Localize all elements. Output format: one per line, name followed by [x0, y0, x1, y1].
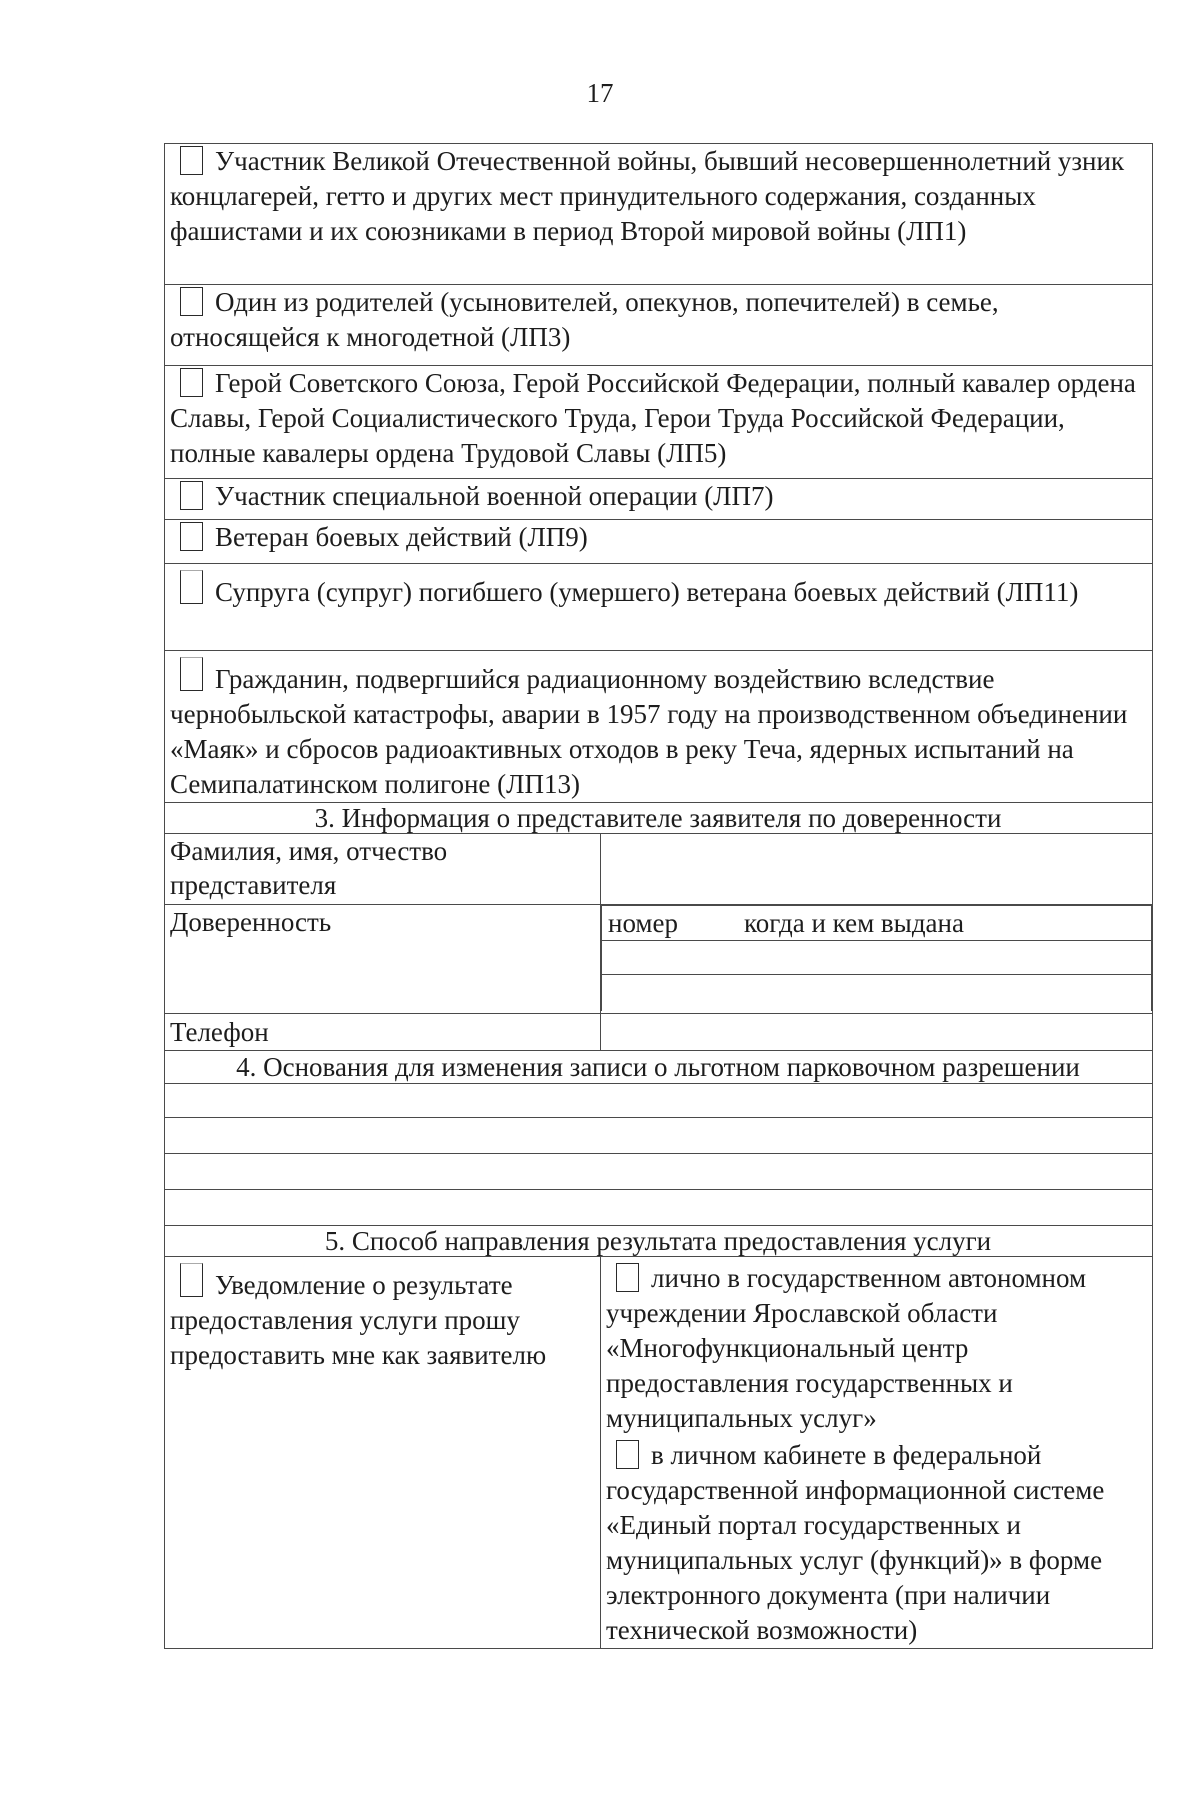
section5-title-row — [165, 1226, 1153, 1257]
phone-label: Телефон — [170, 1017, 269, 1047]
basis-line-1[interactable] — [165, 1084, 1153, 1118]
category-label-lp7: Участник специальной военной операции (ЛП7) — [215, 481, 774, 511]
proxy-number-label: номер — [608, 908, 679, 938]
proxy-details-table — [601, 905, 1152, 1011]
basis-line-2[interactable] — [165, 1118, 1153, 1154]
category-row-lp5 — [165, 366, 1153, 479]
delivery-option-portal-label: в личном кабинете в федеральной государственной информационной системе «Единый портал государственных и муниципальных услуг (функций)» в форме электронного документа (при наличии технической возможности) — [606, 1440, 1105, 1645]
application-form-table — [164, 143, 1153, 1649]
representative-name-row — [165, 834, 1153, 905]
category-row-lp13 — [165, 651, 1153, 803]
category-label-lp5: Герой Советского Союза, Герой Российской Федерации, полный кавалер ордена Славы, Герой Социалистического Труда, Герои Труда Российской Федерации, полные кавалеры ордена Трудовой Славы (ЛП5) — [170, 368, 1136, 468]
representative-name-label: Фамилия, имя, отчество представителя — [170, 836, 448, 900]
proxy-number-field[interactable] — [602, 941, 1152, 975]
notification-label: Уведомление о результате предоставления услуги прошу предоставить мне как заявителю — [170, 1270, 547, 1370]
checkbox-lp5[interactable] — [180, 368, 203, 397]
checkbox-lp11[interactable] — [180, 570, 203, 604]
section4-title-row — [165, 1051, 1153, 1084]
checkbox-lp13[interactable] — [180, 657, 203, 691]
checkbox-lp7[interactable] — [180, 481, 203, 510]
representative-name-field[interactable] — [601, 834, 1153, 905]
delivery-method-row — [165, 1257, 1153, 1649]
delivery-option-portal — [606, 1438, 1146, 1648]
delivery-option-mfc-label: лично в государственном автономном учреждении Ярославской области «Многофункциональный центр предоставления государственных и муниципальных услуг» — [606, 1263, 1087, 1433]
basis-line-3[interactable] — [165, 1154, 1153, 1190]
category-label-lp13: Гражданин, подвергшийся радиационному воздействию вследствие чернобыльской катастрофы, аварии в 1957 году на производственном объединении «Маяк» и сбросов радиоактивных отходов в реку Теча, ядерных испытаний на Семипалатинском полигоне (ЛП13) — [170, 664, 1128, 799]
section5-title: 5. Способ направления результата предоставления услуги — [324, 1226, 992, 1256]
delivery-option-mfc — [606, 1261, 1146, 1436]
category-row-lp3 — [165, 285, 1153, 366]
category-row-lp11 — [165, 564, 1153, 651]
proxy-row — [165, 905, 1153, 1014]
category-row-lp7 — [165, 479, 1153, 520]
checkbox-mfc[interactable] — [616, 1263, 639, 1292]
page-number: 17 — [586, 78, 614, 108]
section3-title-row — [165, 803, 1153, 834]
checkbox-lp3[interactable] — [180, 287, 203, 316]
section4-title: 4. Основания для изменения записи о льготном парковочном разрешении — [236, 1052, 1080, 1082]
category-row-lp9 — [165, 520, 1153, 564]
category-label-lp11: Супруга (супруг) погибшего (умершего) ветерана боевых действий (ЛП11) — [215, 577, 1079, 607]
checkbox-lp1[interactable] — [180, 146, 203, 175]
category-label-lp1: Участник Великой Отечественной войны, бывший несовершеннолетний узник концлагерей, гетто и других мест принудительного содержания, созданных фашистами и их союзниками в период Второй мировой войны (ЛП1) — [170, 146, 1125, 246]
proxy-issued-label: когда и кем выдана — [744, 908, 964, 938]
checkbox-notification[interactable] — [180, 1263, 203, 1297]
category-row-lp1 — [165, 144, 1153, 285]
section3-title: 3. Информация о представителе заявителя по доверенности — [314, 803, 1002, 833]
checkbox-portal[interactable] — [616, 1440, 639, 1469]
phone-row — [165, 1014, 1153, 1051]
category-label-lp3: Один из родителей (усыновителей, опекунов, попечителей) в семье, относящейся к многодетной (ЛП3) — [170, 287, 999, 352]
phone-field[interactable] — [601, 1014, 1153, 1051]
checkbox-lp9[interactable] — [180, 522, 203, 551]
proxy-issued-field[interactable] — [602, 975, 1152, 1012]
category-label-lp9: Ветеран боевых действий (ЛП9) — [215, 522, 588, 552]
proxy-label: Доверенность — [170, 907, 332, 937]
basis-line-4[interactable] — [165, 1190, 1153, 1226]
